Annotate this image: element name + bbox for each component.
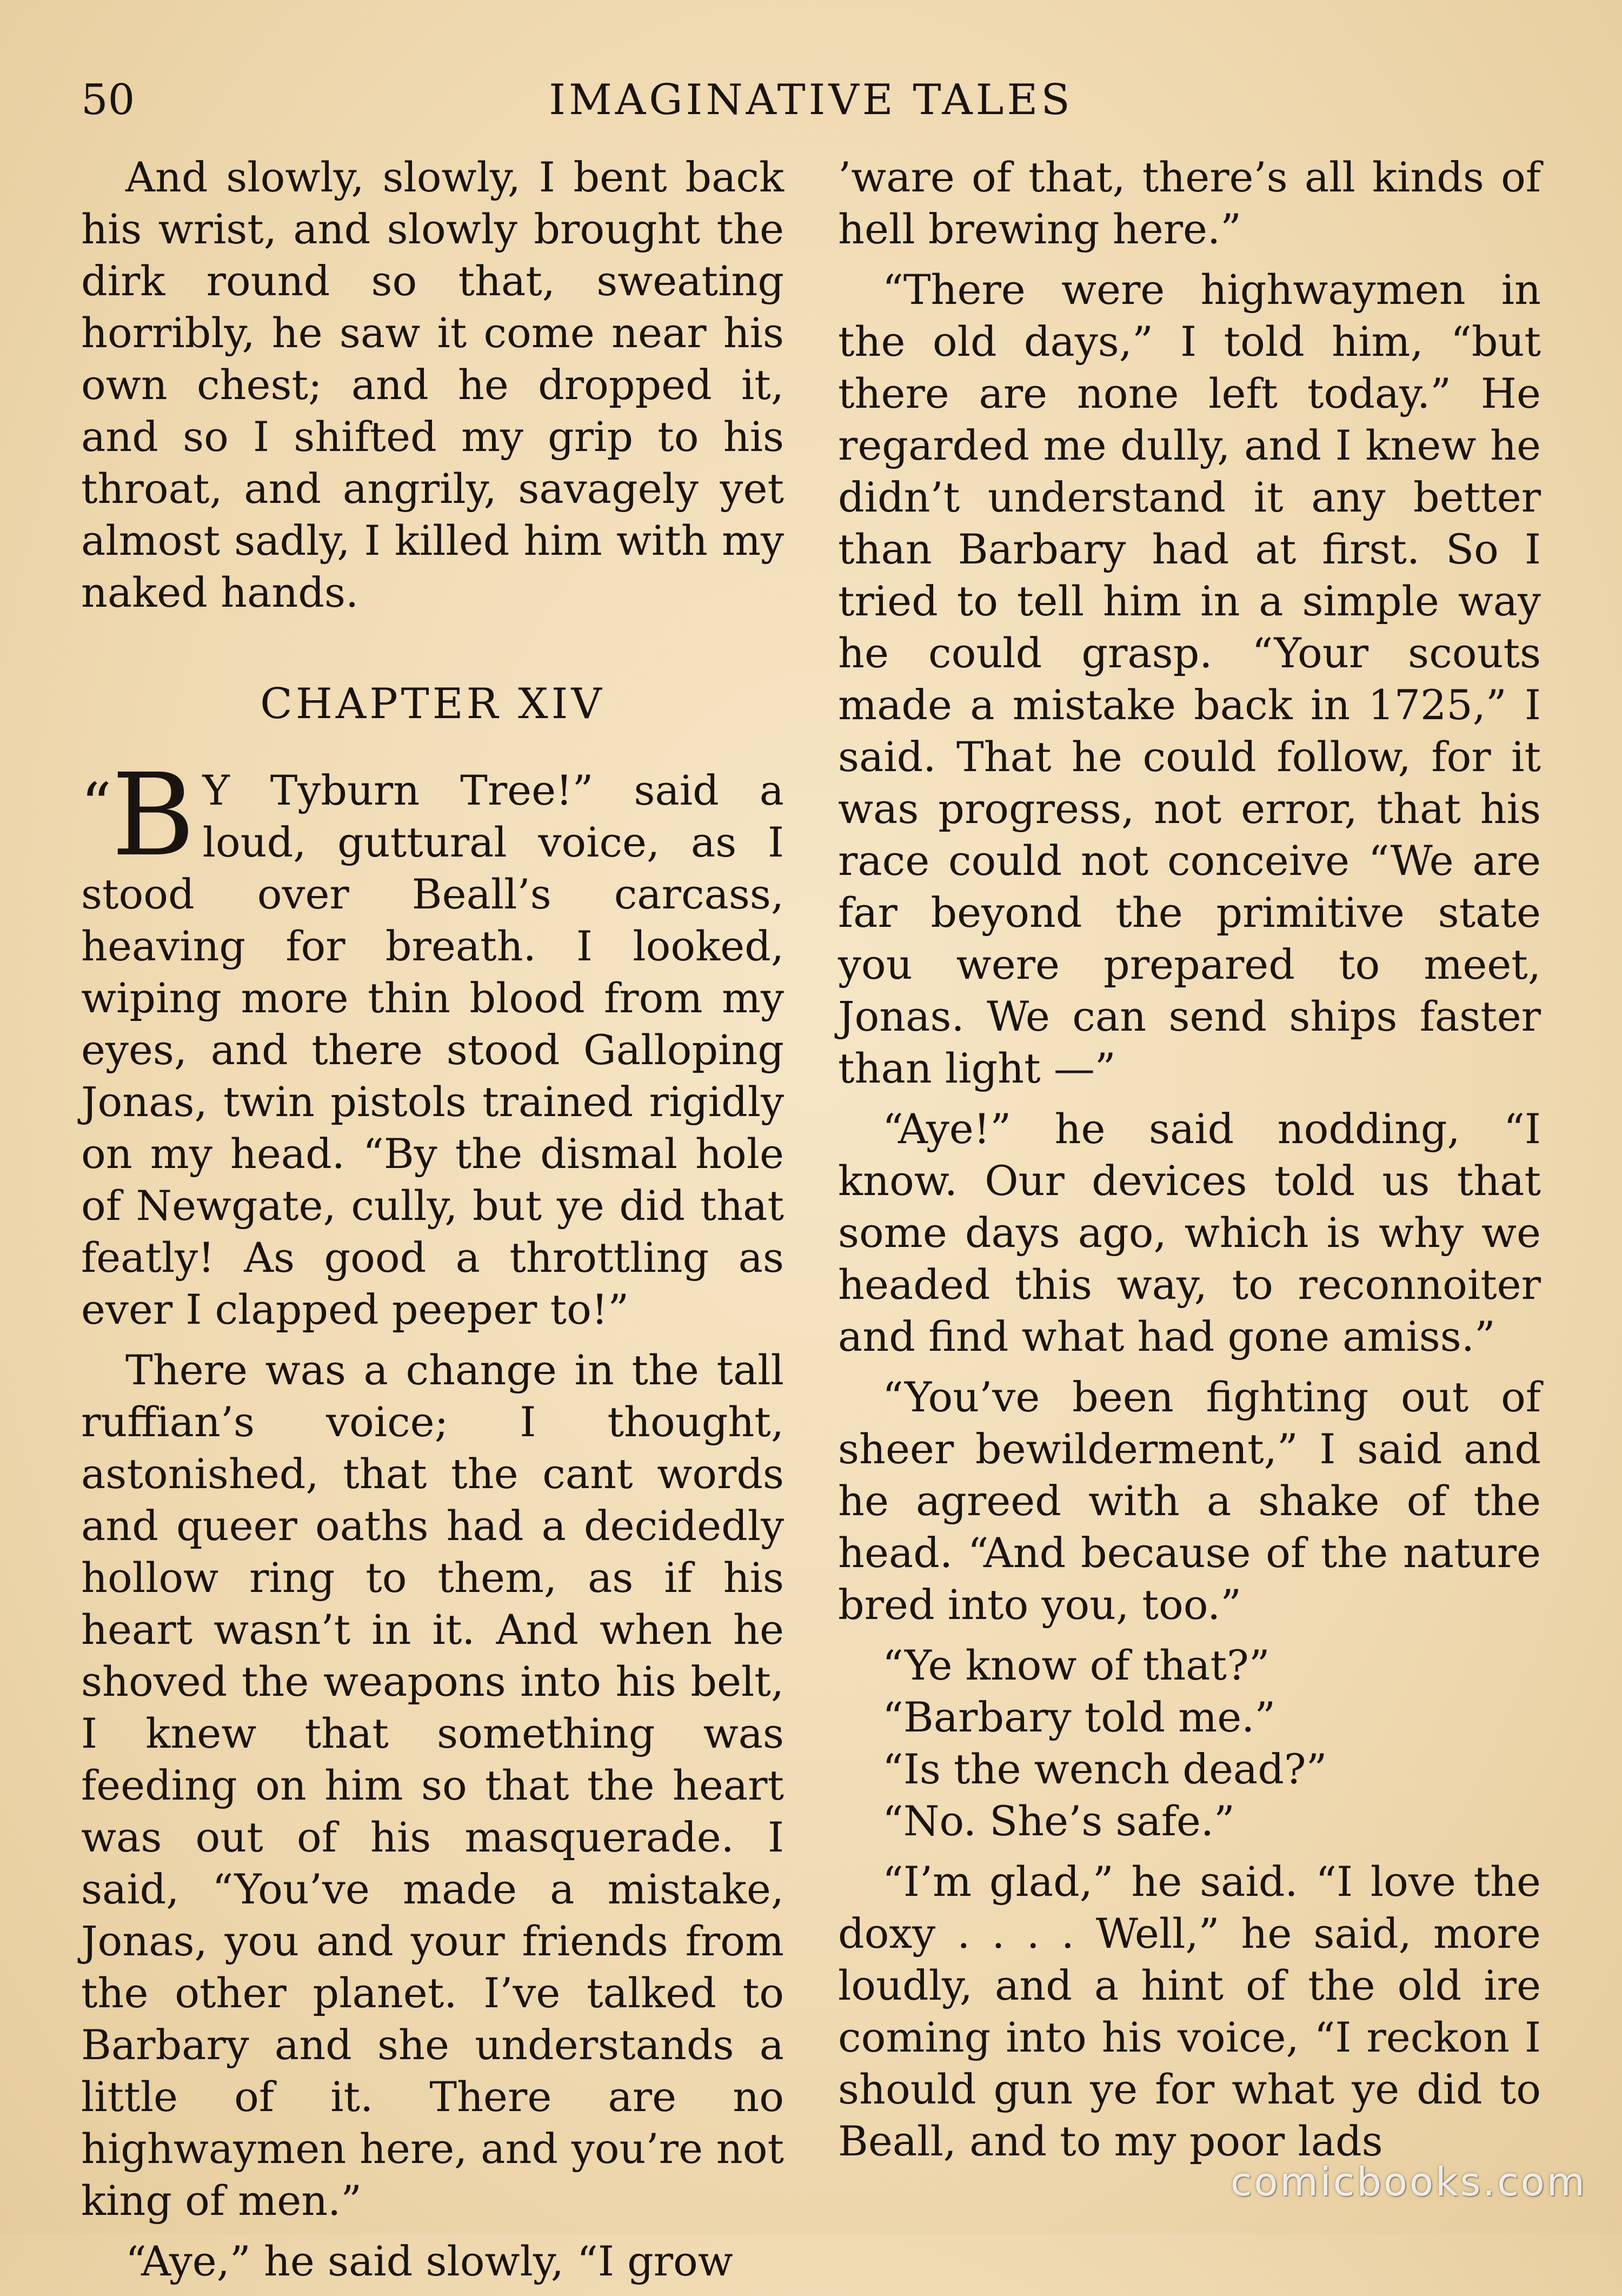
paragraph: “You’ve been fighting out of sheer bewilderment,” I said and he agreed with a shake of the head. “And because of the nature bred into you, too.” (838, 1373, 1541, 1629)
dialog-line: “No. She’s safe.” (882, 1797, 1235, 1845)
drop-cap (81, 749, 195, 881)
chapter-opening-paragraph (81, 749, 784, 1336)
paragraph: There was a change in the tall ruffian’s voice; I thought, astonished, that the cant words and queer oaths had a decidedly hollow ring to them, as if his heart wasn’t in it. And when he shoved the weapons into his belt, I knew that something was feeding on him so that the heart was out of his masquerade. I said, “You’ve made a mistake, Jonas, you and your friends from the other planet. I’ve talked to Barbary and she understands a little of it. There are no highwaymen here, and you’re not king of men.” (81, 1346, 784, 2225)
watermark: comicbooks.com (1230, 2159, 1587, 2205)
running-title: IMAGINATIVE TALES (549, 76, 1073, 124)
dialog-line: “Is the wench dead?” (882, 1745, 1327, 1793)
paragraph: “I’m glad,” he said. “I love the doxy . . . . Well,” he said, more loudly, and a hint of the old ire coming into his voice, “I reckon I should gun ye for what ye did to Beall, and to my poor lads (838, 1857, 1541, 2165)
page-number: 50 (81, 76, 135, 124)
left-column (81, 151, 784, 2296)
dialog-line: “Barbary told me.” (882, 1693, 1276, 1741)
paragraph: “Aye!” he said nodding, “I know. Our devices told us that some days ago, which is why we headed this way, to reconnoiter and find what had gone amiss.” (838, 1105, 1541, 1361)
paragraph-text: Y Tyburn Tree!” said a loud, guttural voice, as I stood over Beall’s carcass, heaving for breath. I looked, wiping more thin blood from my eyes, and there stood Galloping Jonas, twin pistols trained rigidly on my head. “By the dismal hole of Newgate, cully, but ye did that featly! As good a throttling as ever I clapped peeper to!” (81, 766, 784, 1333)
drop-cap-quote: “ (81, 770, 112, 839)
right-column (838, 151, 1541, 2176)
page-header (81, 70, 1541, 130)
paragraph: “Aye,” he said slowly, “I grow (125, 2237, 733, 2285)
paragraph: And slowly, slowly, I bent back his wrist, and slowly brought the dirk round so that, sweating horribly, he saw it come near his own chest; and he dropped it, and so I shifted my grip to his throat, and angrily, savagely yet almost sadly, I killed him with my naked hands. (81, 153, 784, 616)
paragraph: “There were highwaymen in the old days,” I told him, “but there are none left today.” He regarded me dully, and I knew he didn’t understand it any better than Barbary had at first. So I tried to tell him in a simple way he could grasp. “Your scouts made a mistake back in 1725,” I said. That he could follow, for it was progress, not error, that his race could not conceive “We are far beyond the primitive state you were prepared to meet, Jonas. We can send ships faster than light —” (838, 266, 1541, 1092)
chapter-heading: CHAPTER XIV (260, 680, 605, 728)
paragraph-continued: ’ware of that, there’s all kinds of hell brewing here.” (838, 153, 1541, 253)
dialog-line: “Ye know of that?” (882, 1641, 1270, 1689)
drop-cap-letter: B (111, 749, 195, 881)
